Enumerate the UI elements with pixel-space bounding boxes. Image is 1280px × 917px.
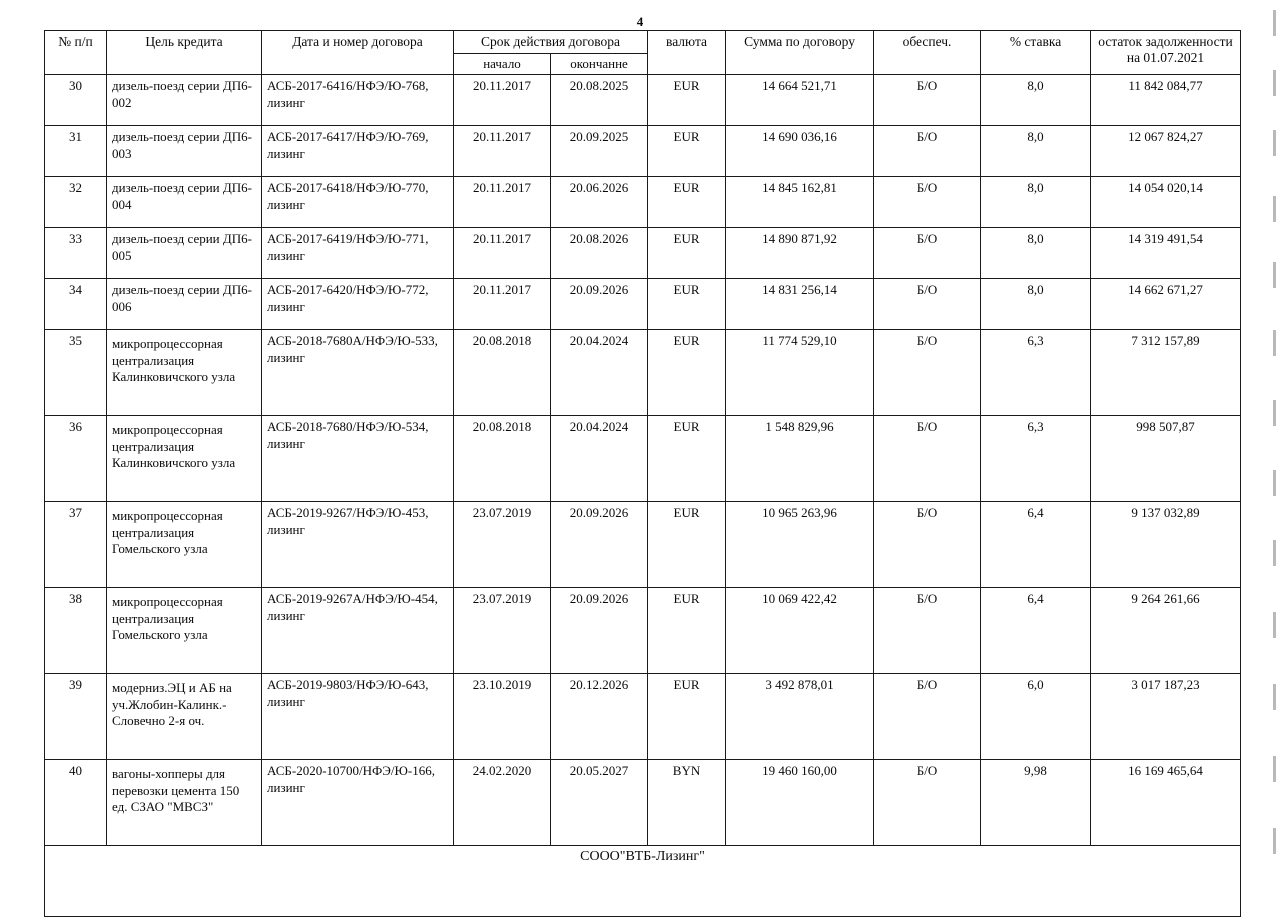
cell-rate: 6,3 [981, 416, 1091, 502]
cell-start: 20.11.2017 [454, 279, 551, 330]
cell-goal: дизель-поезд серии ДП6-004 [107, 177, 262, 228]
cell-currency: EUR [648, 674, 726, 760]
cell-contract: АСБ-2017-6416/НФЭ/Ю-768, лизинг [262, 75, 454, 126]
cell-rest: 9 264 261,66 [1091, 588, 1241, 674]
cell-end: 20.04.2024 [551, 416, 648, 502]
cell-security: Б/О [874, 279, 981, 330]
scan-edge-marks [1270, 0, 1276, 902]
header-term-group: Срок действия договора [454, 31, 648, 54]
header-term-end: окончанне [551, 53, 648, 75]
cell-end: 20.04.2024 [551, 330, 648, 416]
cell-num: 40 [45, 760, 107, 846]
footer-lessor-name: СОOO"ВТБ-Лизинг" [45, 846, 1241, 917]
cell-rate: 6,3 [981, 330, 1091, 416]
cell-rate: 8,0 [981, 228, 1091, 279]
cell-security: Б/О [874, 177, 981, 228]
cell-start: 20.11.2017 [454, 126, 551, 177]
cell-security: Б/О [874, 674, 981, 760]
cell-goal: микропроцессорная централизация Гомельского узла [107, 502, 262, 588]
cell-security: Б/О [874, 502, 981, 588]
cell-rest: 14 054 020,14 [1091, 177, 1241, 228]
cell-end: 20.05.2027 [551, 760, 648, 846]
credit-table [44, 30, 1241, 917]
cell-goal: модерниз.ЭЦ и АБ на уч.Жлобин-Калинк.-Словечно 2-я оч. [107, 674, 262, 760]
table-footer-row [45, 846, 1241, 917]
table-row [45, 760, 1241, 846]
cell-security: Б/О [874, 416, 981, 502]
cell-goal: дизель-поезд серии ДП6-006 [107, 279, 262, 330]
cell-contract: АСБ-2019-9803/НФЭ/Ю-643, лизинг [262, 674, 454, 760]
cell-goal: микропроцессорная централизация Калинковичского узла [107, 330, 262, 416]
table-row [45, 330, 1241, 416]
cell-num: 33 [45, 228, 107, 279]
cell-contract: АСБ-2018-7680/НФЭ/Ю-534, лизинг [262, 416, 454, 502]
cell-sum: 14 890 871,92 [726, 228, 874, 279]
cell-rest: 9 137 032,89 [1091, 502, 1241, 588]
cell-currency: EUR [648, 279, 726, 330]
cell-rest: 14 662 671,27 [1091, 279, 1241, 330]
header-contract: Дата и номер договора [262, 31, 454, 75]
cell-currency: EUR [648, 177, 726, 228]
header-security: обеспеч. [874, 31, 981, 75]
cell-start: 23.10.2019 [454, 674, 551, 760]
cell-security: Б/О [874, 126, 981, 177]
cell-goal: дизель-поезд серии ДП6-002 [107, 75, 262, 126]
cell-rate: 8,0 [981, 75, 1091, 126]
cell-rate: 9,98 [981, 760, 1091, 846]
cell-rest: 998 507,87 [1091, 416, 1241, 502]
cell-security: Б/О [874, 75, 981, 126]
table-row [45, 674, 1241, 760]
table-header [45, 31, 1241, 75]
cell-contract: АСБ-2018-7680А/НФЭ/Ю-533, лизинг [262, 330, 454, 416]
cell-sum: 14 664 521,71 [726, 75, 874, 126]
cell-num: 32 [45, 177, 107, 228]
cell-start: 20.11.2017 [454, 75, 551, 126]
cell-end: 20.09.2026 [551, 502, 648, 588]
header-num: № п/п [45, 31, 107, 75]
cell-sum: 10 069 422,42 [726, 588, 874, 674]
cell-num: 35 [45, 330, 107, 416]
table-row [45, 502, 1241, 588]
header-currency: валюта [648, 31, 726, 75]
cell-rest: 7 312 157,89 [1091, 330, 1241, 416]
table-row [45, 588, 1241, 674]
cell-end: 20.12.2026 [551, 674, 648, 760]
cell-start: 23.07.2019 [454, 588, 551, 674]
cell-rate: 6,4 [981, 502, 1091, 588]
cell-rate: 6,4 [981, 588, 1091, 674]
cell-security: Б/О [874, 330, 981, 416]
cell-rest: 12 067 824,27 [1091, 126, 1241, 177]
cell-end: 20.08.2026 [551, 228, 648, 279]
cell-start: 20.11.2017 [454, 228, 551, 279]
credit-table-container [44, 30, 1240, 917]
cell-num: 38 [45, 588, 107, 674]
cell-num: 36 [45, 416, 107, 502]
cell-start: 20.08.2018 [454, 416, 551, 502]
header-rest: остаток задолженности на 01.07.2021 [1091, 31, 1241, 75]
cell-currency: EUR [648, 502, 726, 588]
cell-security: Б/О [874, 760, 981, 846]
table-row [45, 126, 1241, 177]
cell-currency: EUR [648, 330, 726, 416]
cell-currency: EUR [648, 126, 726, 177]
cell-rate: 8,0 [981, 177, 1091, 228]
cell-end: 20.09.2026 [551, 588, 648, 674]
cell-sum: 11 774 529,10 [726, 330, 874, 416]
cell-security: Б/О [874, 588, 981, 674]
cell-sum: 14 831 256,14 [726, 279, 874, 330]
cell-contract: АСБ-2019-9267А/НФЭ/Ю-454, лизинг [262, 588, 454, 674]
cell-num: 31 [45, 126, 107, 177]
table-row [45, 75, 1241, 126]
cell-start: 24.02.2020 [454, 760, 551, 846]
cell-sum: 14 690 036,16 [726, 126, 874, 177]
header-rate: % ставка [981, 31, 1091, 75]
cell-sum: 14 845 162,81 [726, 177, 874, 228]
cell-currency: EUR [648, 588, 726, 674]
cell-contract: АСБ-2017-6417/НФЭ/Ю-769, лизинг [262, 126, 454, 177]
cell-start: 23.07.2019 [454, 502, 551, 588]
cell-end: 20.09.2026 [551, 279, 648, 330]
cell-sum: 10 965 263,96 [726, 502, 874, 588]
cell-contract: АСБ-2020-10700/НФЭ/Ю-166, лизинг [262, 760, 454, 846]
cell-rate: 8,0 [981, 126, 1091, 177]
cell-num: 39 [45, 674, 107, 760]
table-body [45, 75, 1241, 917]
cell-sum: 1 548 829,96 [726, 416, 874, 502]
cell-contract: АСБ-2017-6420/НФЭ/Ю-772, лизинг [262, 279, 454, 330]
table-header-row-1 [45, 31, 1241, 54]
cell-start: 20.11.2017 [454, 177, 551, 228]
cell-goal: вагоны-хопперы для перевозки цемента 150 ед. СЗАО "МВСЗ" [107, 760, 262, 846]
cell-end: 20.09.2025 [551, 126, 648, 177]
cell-goal: дизель-поезд серии ДП6-003 [107, 126, 262, 177]
cell-sum: 19 460 160,00 [726, 760, 874, 846]
cell-goal: дизель-поезд серии ДП6-005 [107, 228, 262, 279]
cell-currency: EUR [648, 228, 726, 279]
cell-start: 20.08.2018 [454, 330, 551, 416]
header-goal: Цель кредита [107, 31, 262, 75]
cell-num: 30 [45, 75, 107, 126]
table-row [45, 416, 1241, 502]
cell-goal: микропроцессорная централизация Калинковичского узла [107, 416, 262, 502]
cell-rate: 6,0 [981, 674, 1091, 760]
page-number: 4 [636, 14, 644, 29]
cell-rest: 14 319 491,54 [1091, 228, 1241, 279]
cell-end: 20.06.2026 [551, 177, 648, 228]
cell-rest: 3 017 187,23 [1091, 674, 1241, 760]
header-term-start: начало [454, 53, 551, 75]
cell-currency: BYN [648, 760, 726, 846]
cell-currency: EUR [648, 416, 726, 502]
table-row [45, 279, 1241, 330]
cell-rest: 16 169 465,64 [1091, 760, 1241, 846]
table-row [45, 177, 1241, 228]
cell-contract: АСБ-2017-6419/НФЭ/Ю-771, лизинг [262, 228, 454, 279]
cell-goal: микропроцессорная централизация Гомельского узла [107, 588, 262, 674]
cell-rest: 11 842 084,77 [1091, 75, 1241, 126]
cell-contract: АСБ-2017-6418/НФЭ/Ю-770, лизинг [262, 177, 454, 228]
header-sum: Сумма по договору [726, 31, 874, 75]
cell-num: 34 [45, 279, 107, 330]
cell-num: 37 [45, 502, 107, 588]
table-row [45, 228, 1241, 279]
cell-currency: EUR [648, 75, 726, 126]
cell-contract: АСБ-2019-9267/НФЭ/Ю-453, лизинг [262, 502, 454, 588]
cell-security: Б/О [874, 228, 981, 279]
cell-end: 20.08.2025 [551, 75, 648, 126]
cell-sum: 3 492 878,01 [726, 674, 874, 760]
cell-rate: 8,0 [981, 279, 1091, 330]
